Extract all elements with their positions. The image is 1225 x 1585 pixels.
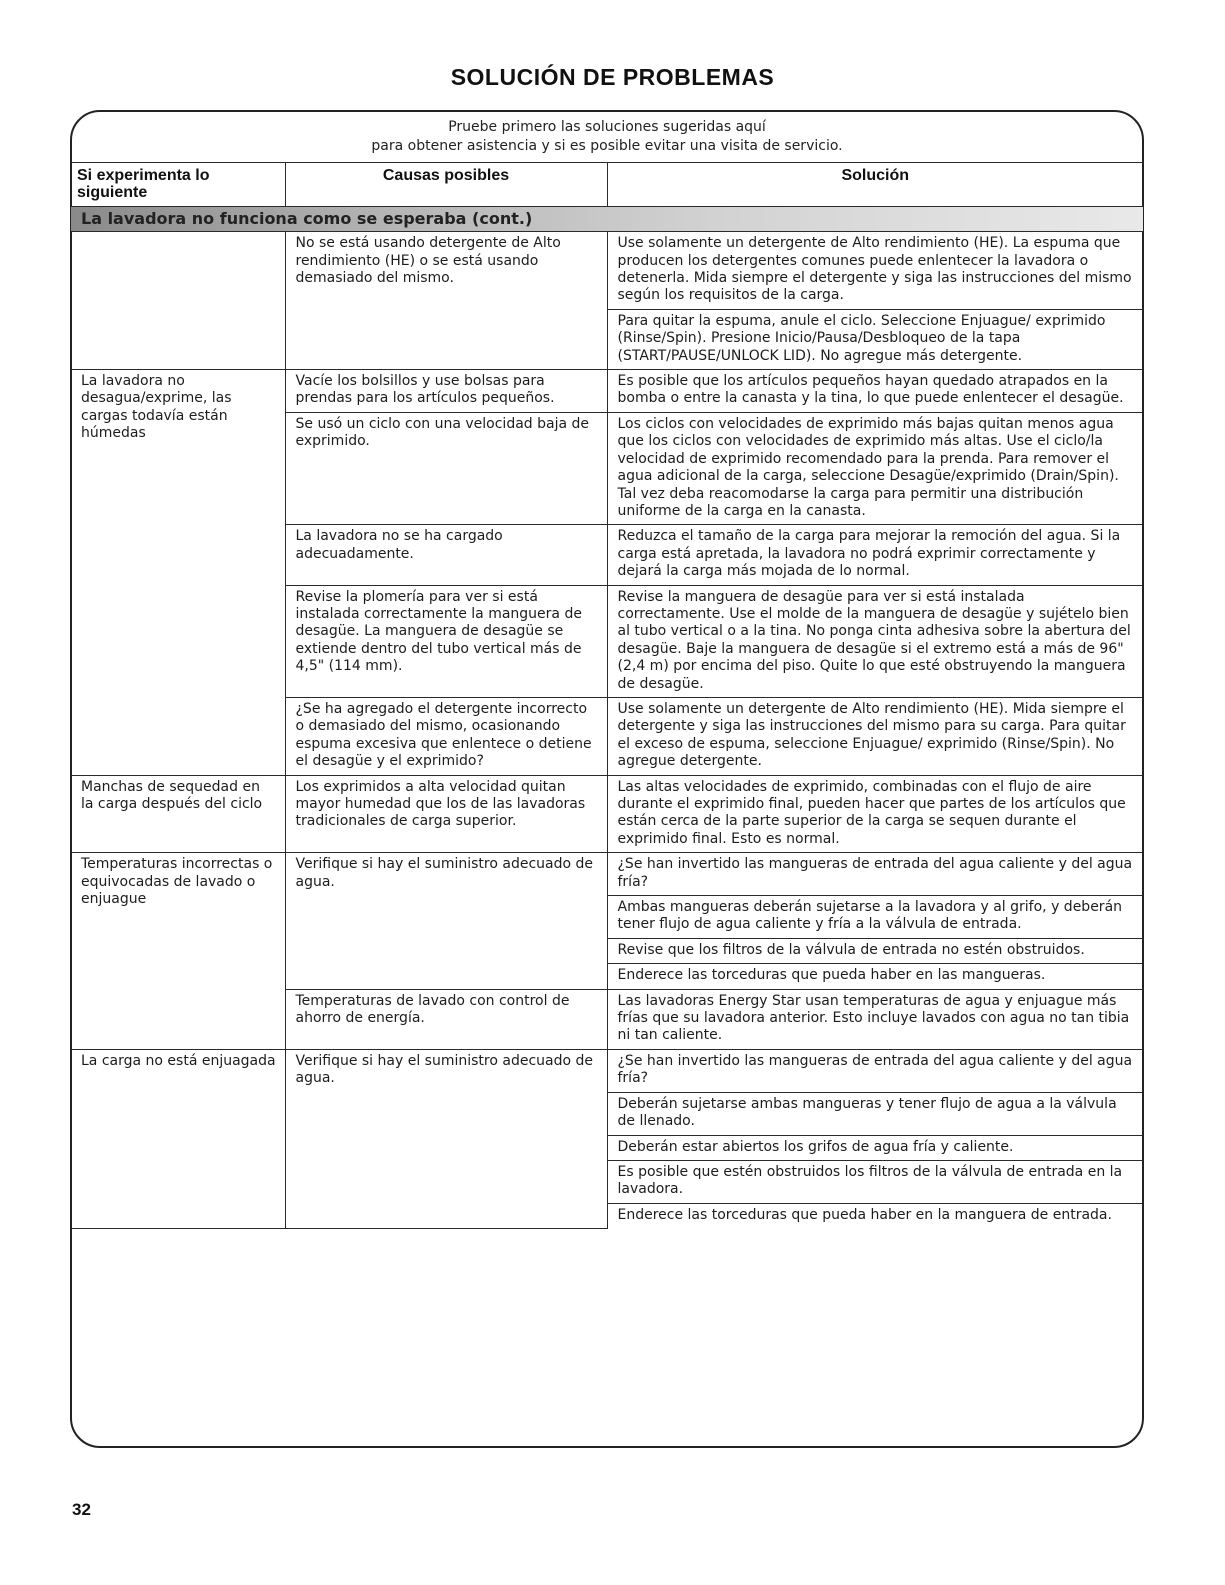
solution-cell: Use solamente un detergente de Alto rendimiento (HE). Mida siempre el detergente y siga las instrucciones del mismo para su carga. Para quitar el exceso de espuma, seleccione Enjuague/ exprimido (Rinse/Spin). No agregue detergente. bbox=[607, 697, 1143, 775]
cause-cell: No se está usando detergente de Alto rendimiento (HE) o se está usando demasiado del mismo. bbox=[285, 232, 607, 370]
cause-cell: Verifique si hay el suministro adecuado de agua. bbox=[285, 1049, 607, 1228]
solution-cell: Enderece las torceduras que pueda haber en las mangueras. bbox=[607, 964, 1143, 989]
cause-cell: Vacíe los bolsillos y use bolsas para prendas para los artículos pequeños. bbox=[285, 370, 607, 413]
symptom-cell-empty bbox=[71, 232, 285, 370]
page-number: 32 bbox=[72, 1500, 91, 1519]
solution-cell: Revise que los filtros de la válvula de entrada no estén obstruidos. bbox=[607, 938, 1143, 963]
intro-line-1: Pruebe primero las soluciones sugeridas aquí bbox=[448, 119, 766, 135]
intro-text bbox=[72, 118, 1142, 156]
solution-cell: Ambas mangueras deberán sujetarse a la lavadora y al grifo, y deberán tener flujo de agua caliente y fría a la válvula de entrada. bbox=[607, 896, 1143, 939]
intro-line-2: para obtener asistencia y si es posible evitar una visita de servicio. bbox=[371, 138, 843, 154]
header-solution: Solución bbox=[607, 163, 1143, 207]
symptom-cell: La lavadora no desagua/exprime, las cargas todavía están húmedas bbox=[71, 370, 285, 776]
table-row bbox=[71, 1049, 1143, 1092]
cause-cell: La lavadora no se ha cargado adecuadamente. bbox=[285, 525, 607, 585]
solution-cell: ¿Se han invertido las mangueras de entrada del agua caliente y del agua fría? bbox=[607, 853, 1143, 896]
cause-cell: Se usó un ciclo con una velocidad baja de exprimido. bbox=[285, 412, 607, 524]
solution-cell: Reduzca el tamaño de la carga para mejorar la remoción del agua. Si la carga está apretada, la lavadora no podrá exprimir correctamente y dejará la carga más mojada de lo normal. bbox=[607, 525, 1143, 585]
table-row bbox=[71, 853, 1143, 896]
troubleshooting-table bbox=[71, 162, 1143, 1229]
symptom-cell: Temperaturas incorrectas o equivocadas de lavado o enjuague bbox=[71, 853, 285, 1050]
solution-cell: Enderece las torceduras que pueda haber en la manguera de entrada. bbox=[607, 1203, 1143, 1228]
cause-cell: Los exprimidos a alta velocidad quitan mayor humedad que los de las lavadoras tradicionales de carga superior. bbox=[285, 775, 607, 853]
solution-cell: Revise la manguera de desagüe para ver si está instalada correctamente. Use el molde de la manguera de desagüe y sujételo bien al tubo vertical o a la tina. No ponga cinta adhesiva sobre la abertura del desagüe. Baje la manguera de desagüe si el extremo está a más de 96" (2,4 m) por encima del piso. Quite lo que esté obstruyendo la manguera de desagüe. bbox=[607, 585, 1143, 697]
section-band: La lavadora no funciona como se esperaba (cont.) bbox=[71, 206, 1143, 231]
solution-cell: Deberán estar abiertos los grifos de agua fría y caliente. bbox=[607, 1135, 1143, 1160]
solution-cell: Use solamente un detergente de Alto rendimiento (HE). La espuma que producen los detergentes comunes puede enlentecer la lavadora o detenerla. Mida siempre el detergente y siga las instrucciones del mismo según los requisitos de la carga. bbox=[607, 232, 1143, 310]
solution-cell: ¿Se han invertido las mangueras de entrada del agua caliente y del agua fría? bbox=[607, 1049, 1143, 1092]
solution-cell: Es posible que estén obstruidos los filtros de la válvula de entrada en la lavadora. bbox=[607, 1160, 1143, 1203]
solution-cell: Las altas velocidades de exprimido, combinadas con el flujo de aire durante el exprimido final, pueden hacer que partes de los artículos que están cerca de la parte superior de la carga se sequen durante el exprimido final. Esto es normal. bbox=[607, 775, 1143, 853]
solution-cell: Las lavadoras Energy Star usan temperaturas de agua y enjuague más frías que su lavadora anterior. Esto incluye lavados con agua no tan tibia ni tan caliente. bbox=[607, 989, 1143, 1049]
solution-cell: Es posible que los artículos pequeños hayan quedado atrapados en la bomba o entre la canasta y la tina, lo que puede enlentecer el desagüe. bbox=[607, 370, 1143, 413]
solution-cell: Deberán sujetarse ambas mangueras y tener flujo de agua a la válvula de llenado. bbox=[607, 1092, 1143, 1135]
header-symptom: Si experimenta lo siguiente bbox=[71, 163, 285, 207]
cause-cell: Verifique si hay el suministro adecuado de agua. bbox=[285, 853, 607, 989]
table-row bbox=[71, 232, 1143, 310]
page-title: SOLUCIÓN DE PROBLEMAS bbox=[450, 64, 775, 90]
cause-cell: Temperaturas de lavado con control de ahorro de energía. bbox=[285, 989, 607, 1049]
table-header-row bbox=[71, 163, 1143, 207]
solution-cell: Los ciclos con velocidades de exprimido más bajas quitan menos agua que los ciclos con velocidades de exprimido más altas. Use el ciclo/la velocidad de exprimido recomendado para la prenda. Para remover el agua adicional de la carga, seleccione Desagüe/exprimido (Drain/Spin). Tal vez deba reacomodarse la carga para permitir una distribución uniforme de la carga en la canasta. bbox=[607, 412, 1143, 524]
cause-cell: ¿Se ha agregado el detergente incorrecto o demasiado del mismo, ocasionando espuma excesiva que enlentece o detiene el desagüe y el exprimido? bbox=[285, 697, 607, 775]
header-cause: Causas posibles bbox=[285, 163, 607, 207]
table-row bbox=[71, 370, 1143, 413]
section-band-row bbox=[71, 206, 1143, 231]
table-row bbox=[71, 775, 1143, 853]
solution-cell: Para quitar la espuma, anule el ciclo. Seleccione Enjuague/ exprimido (Rinse/Spin). Presione Inicio/Pausa/Desbloqueo de la tapa (START/PAUSE/UNLOCK LID). No agregue más detergente. bbox=[607, 309, 1143, 369]
symptom-cell: Manchas de sequedad en la carga después del ciclo bbox=[71, 775, 285, 853]
cause-cell: Revise la plomería para ver si está instalada correctamente la manguera de desagüe. La manguera de desagüe se extiende dentro del tubo vertical más de 4,5" (114 mm). bbox=[285, 585, 607, 697]
symptom-cell: La carga no está enjuagada bbox=[71, 1049, 285, 1228]
